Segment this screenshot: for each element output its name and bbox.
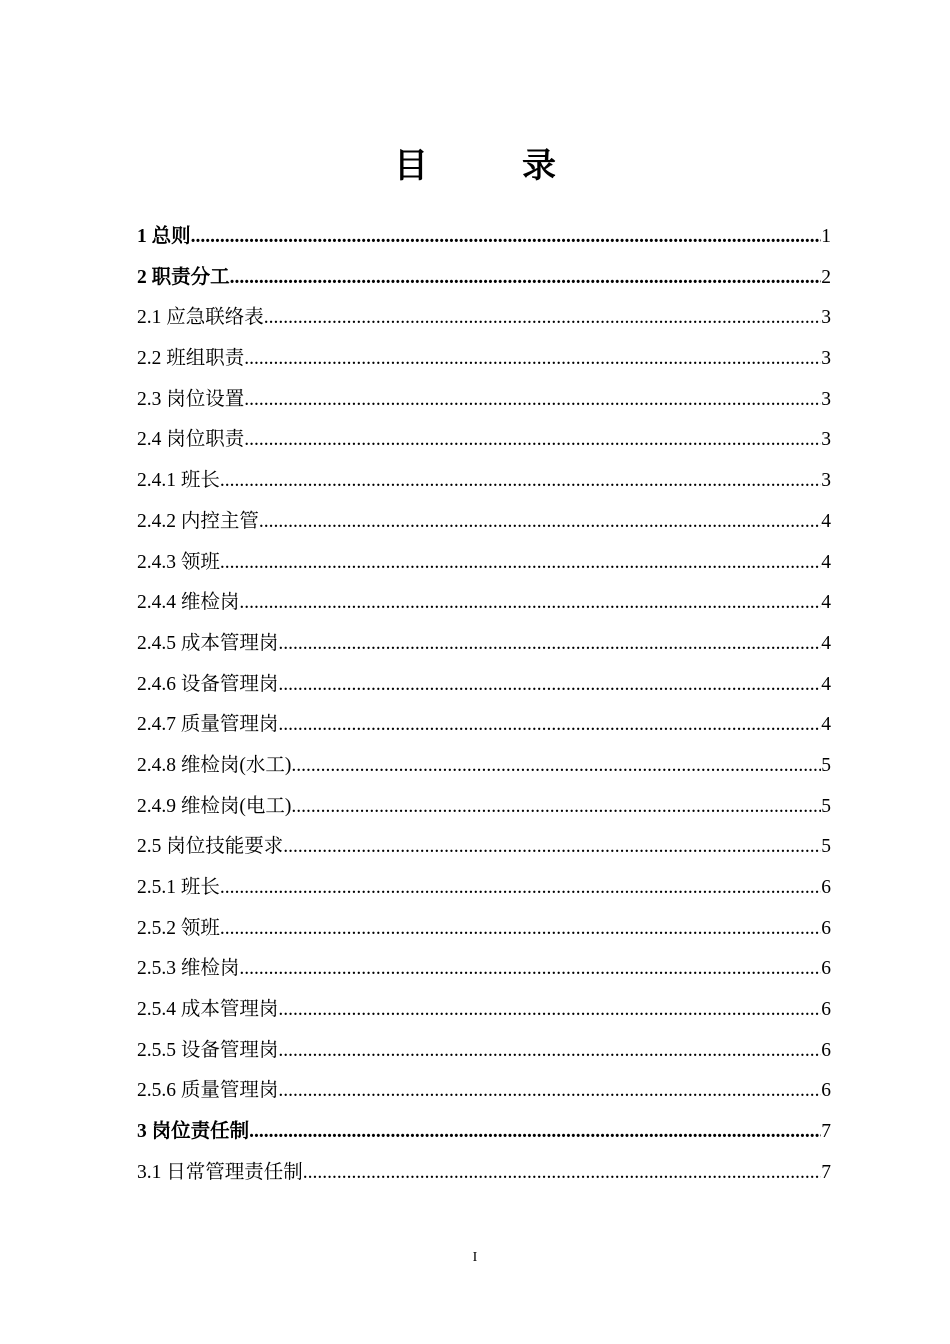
toc-entry-page: 3 xyxy=(821,429,831,451)
toc-entry[interactable] xyxy=(137,1153,831,1194)
toc-dot-leader xyxy=(291,787,821,828)
toc-dot-leader xyxy=(244,420,821,461)
toc-entry[interactable] xyxy=(137,827,831,868)
toc-entry[interactable] xyxy=(137,502,831,543)
toc-dot-leader xyxy=(239,949,821,990)
toc-entry[interactable] xyxy=(137,624,831,665)
toc-entry-page: 1 xyxy=(821,226,831,247)
toc-entry-label: 2.4.7 质量管理岗 xyxy=(137,714,279,736)
toc-dot-leader xyxy=(191,217,822,258)
toc-dot-leader xyxy=(220,868,821,909)
toc-dot-leader xyxy=(278,1031,821,1072)
toc-dot-leader xyxy=(259,502,821,543)
toc-entry-label: 2.4.2 内控主管 xyxy=(137,510,259,532)
toc-entry-page: 5 xyxy=(821,754,831,776)
toc-entry[interactable] xyxy=(137,258,831,299)
toc-entry-label: 2.5.2 领班 xyxy=(137,917,220,939)
toc-entry-page: 2 xyxy=(821,266,831,288)
toc-entry-label: 2.5.4 成本管理岗 xyxy=(137,999,279,1021)
toc-entry[interactable] xyxy=(137,1071,831,1112)
toc-entry-page: 3 xyxy=(821,388,831,410)
toc-dot-leader xyxy=(278,665,821,706)
toc-entry-page: 3 xyxy=(821,348,831,370)
toc-entry[interactable] xyxy=(137,461,831,502)
toc-entry-label: 2.4.5 成本管理岗 xyxy=(137,632,279,654)
toc-dot-leader xyxy=(278,705,821,746)
toc-dot-leader xyxy=(264,298,821,339)
toc-entry-label: 2.5 岗位技能要求 xyxy=(137,836,284,858)
toc-entry-page: 6 xyxy=(821,958,831,980)
toc-entry-label: 3.1 日常管理责任制 xyxy=(137,1161,303,1183)
toc-entry-page: 6 xyxy=(821,877,831,898)
toc-entry-page: 4 xyxy=(821,510,831,532)
toc-entry-page: 4 xyxy=(821,632,831,654)
toc-dot-leader xyxy=(220,543,821,584)
toc-entry-page: 3 xyxy=(821,307,831,329)
toc-entry-page: 6 xyxy=(821,917,831,939)
toc-entry-label: 1 总则 xyxy=(137,226,191,247)
toc-dot-leader xyxy=(283,827,821,868)
toc-dot-leader xyxy=(244,380,821,421)
toc-entry-label: 3 岗位责任制 xyxy=(137,1121,250,1143)
toc-entry-page: 6 xyxy=(821,999,831,1021)
toc-entry[interactable] xyxy=(137,543,831,584)
toc-entry-label: 2.4.1 班长 xyxy=(137,470,220,492)
toc-dot-leader xyxy=(303,1153,821,1194)
toc-entry[interactable] xyxy=(137,583,831,624)
toc-entry-page: 4 xyxy=(821,714,831,736)
toc-entry-page: 4 xyxy=(821,592,831,614)
toc-entry[interactable] xyxy=(137,909,831,950)
toc-dot-leader xyxy=(220,909,821,950)
toc-entry[interactable] xyxy=(137,868,831,909)
toc-dot-leader xyxy=(278,624,821,665)
toc-entry[interactable] xyxy=(137,787,831,828)
toc-dot-leader xyxy=(278,990,821,1031)
toc-entry[interactable] xyxy=(137,705,831,746)
toc-dot-leader xyxy=(244,339,821,380)
page-number: I xyxy=(472,1250,478,1265)
toc-dot-leader xyxy=(291,746,821,787)
toc-entry-label: 2.5.3 维检岗 xyxy=(137,958,240,980)
toc-entry[interactable] xyxy=(137,420,831,461)
toc-entry-label: 2 职责分工 xyxy=(137,266,230,288)
toc-entry[interactable] xyxy=(137,380,831,421)
toc-entry-label: 2.1 应急联络表 xyxy=(137,307,264,329)
toc-dot-leader xyxy=(239,583,821,624)
toc-entry-label: 2.5.6 质量管理岗 xyxy=(137,1080,279,1102)
toc-entry-label: 2.4.8 维检岗(水工) xyxy=(137,754,292,776)
toc-entry-page: 5 xyxy=(821,836,831,858)
toc-entry-label: 2.4.3 领班 xyxy=(137,551,220,573)
toc-dot-leader xyxy=(249,1112,821,1153)
toc-entry-page: 6 xyxy=(821,1080,831,1102)
toc-dot-leader xyxy=(220,461,821,502)
toc-entry-label: 2.4.4 维检岗 xyxy=(137,592,240,614)
toc-entry[interactable] xyxy=(137,665,831,706)
toc-entry-page: 7 xyxy=(821,1161,831,1183)
toc-entry[interactable] xyxy=(137,746,831,787)
toc-entry[interactable] xyxy=(137,949,831,990)
toc-entry[interactable] xyxy=(137,990,831,1031)
toc-entry-label: 2.4.9 维检岗(电工) xyxy=(137,795,292,817)
toc-entry-label: 2.4 岗位职责 xyxy=(137,429,245,451)
toc-entry-page: 4 xyxy=(821,551,831,573)
toc-entry[interactable] xyxy=(137,1031,831,1072)
toc-entry-label: 2.2 班组职责 xyxy=(137,348,245,370)
toc-entry-label: 2.3 岗位设置 xyxy=(137,388,245,410)
toc-entry-label: 2.5.1 班长 xyxy=(137,877,220,898)
toc-entry[interactable] xyxy=(137,298,831,339)
toc-entry-page: 5 xyxy=(821,795,831,817)
toc-entry[interactable] xyxy=(137,1112,831,1153)
toc-entry-label: 2.5.5 设备管理岗 xyxy=(137,1039,279,1061)
toc-entry-page: 4 xyxy=(821,673,831,695)
toc-dot-leader xyxy=(278,1071,821,1112)
toc-entry-page: 6 xyxy=(821,1039,831,1061)
toc-entry[interactable] xyxy=(137,217,831,258)
table-of-contents xyxy=(137,217,831,1194)
toc-entry-page: 7 xyxy=(821,1121,831,1143)
toc-entry[interactable] xyxy=(137,339,831,380)
toc-dot-leader xyxy=(230,258,822,299)
page-title: 目 录 xyxy=(394,146,586,186)
toc-entry-page: 3 xyxy=(821,470,831,492)
toc-entry-label: 2.4.6 设备管理岗 xyxy=(137,673,279,695)
